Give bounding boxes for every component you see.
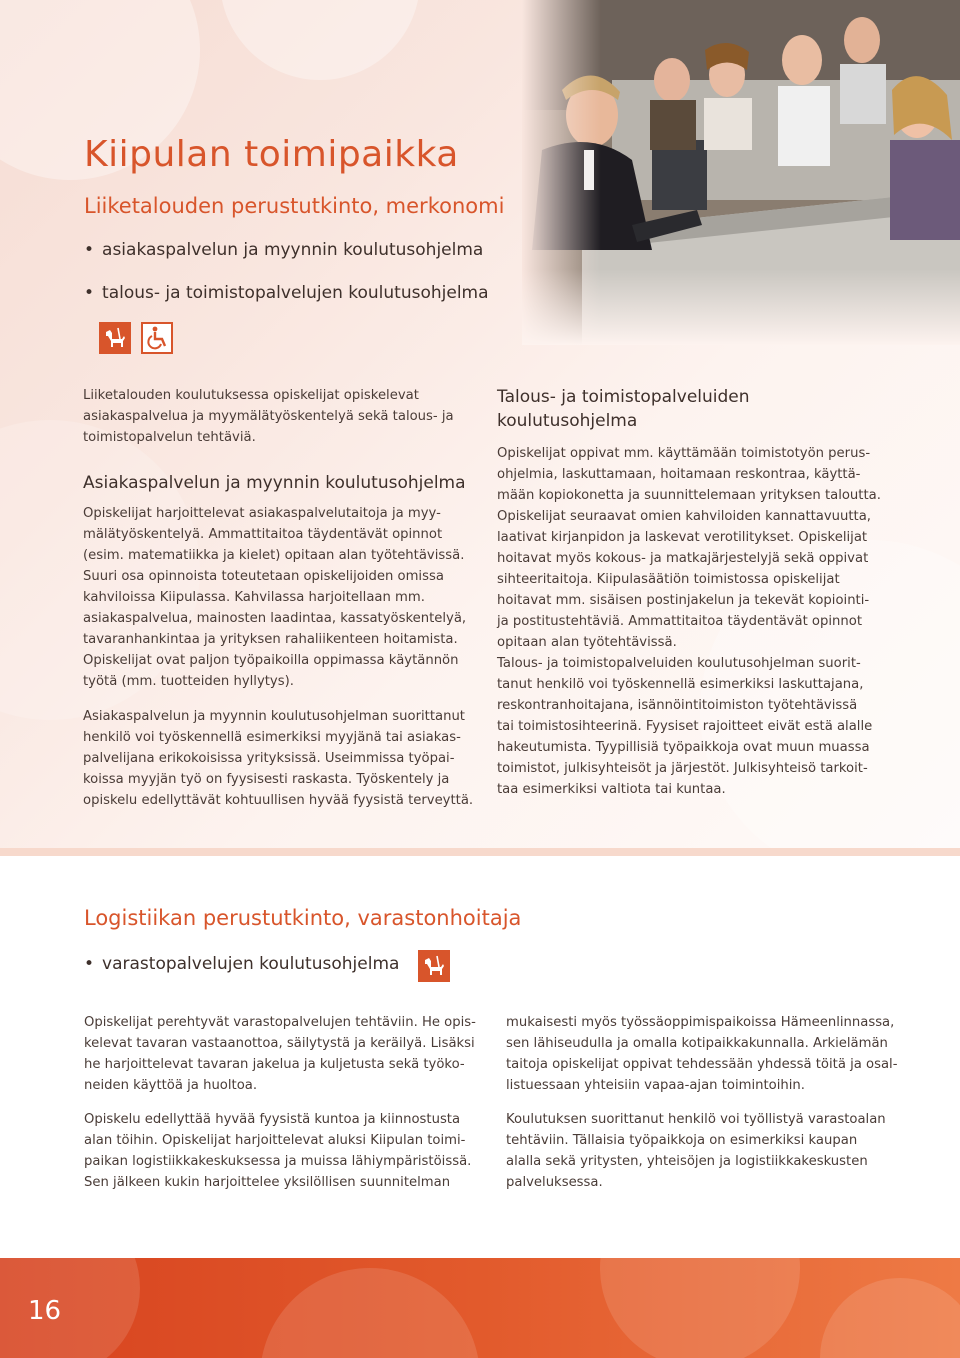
wheelchair-icon: [141, 322, 173, 354]
logistiikka-right-paragraph-2: Koulutuksen suorittanut henkilö voi työllistyä varastoalan tehtäviin. Tällaisia työpaikkoja on esimerkiksi kaupan alalla sekä yritysten, yhteisöjen ja logistiikkakeskusten palveluksessa.: [506, 1112, 886, 1190]
logistiikka-left-paragraph-2: Opiskelu edellyttää hyvää fyysistä kuntoa ja kiinnostusta alan töihin. Opiskelijat harjoittelevat aluksi Kiipulan toimi- paikan logistiikkakeskuksessa ja muissa lähiympäristöissä. Sen jälkeen kukin harjoittelee yksilöllisen suunnitelman: [84, 1112, 472, 1190]
program-bullet-asiakaspalvelu: • asiakaspalvelun ja myynnin koulutusohjelma: [84, 240, 483, 260]
logistiikka-title: Logistiikan perustutkinto, varastonhoitaja: [84, 906, 522, 930]
program-bullet-varasto: • varastopalvelujen koulutusohjelma: [84, 954, 399, 974]
logistiikka-left-paragraph-1: Opiskelijat perehtyvät varastopalvelujen tehtäviin. He opis- kelevat tavaran vastaanottoa, säilytystä ja keräilyä. Lisäksi he harjoittelevat tavaran jakelua ja kuljetusta sekä työko- neiden käyttöä ja huoltoa.: [84, 1015, 476, 1093]
section-divider-band: [0, 848, 960, 856]
degree-subtitle: Liiketalouden perustutkinto, merkonomi: [84, 194, 505, 218]
guide-dog-icon: [99, 322, 131, 354]
logistiikka-right-paragraph-1: mukaisesti myös työssäoppimispaikoissa Hämeenlinnassa, sen lähiseudulla ja omalla kotipaikkakunnalla. Arkielämän taitoja opiskelijat oppivat tehdessään yhdessä töitä ja osal- listuessaan yhteisiin vapaa-ajan toimintoihin.: [506, 1015, 898, 1093]
asiakaspalvelu-paragraph-1: Opiskelijat harjoittelevat asiakaspalvelutaitoja ja myy- mälätyöskentelyä. Ammattitaitoa täydentävät opinnot (esim. matematiikka ja kielet) opitaan alan työtehtävissä. Suuri osa opinnoista toteutetaan opiskelijoiden omissa kahviloissa Kiipulassa. Kahvilassa harjoitellaan mm. asiakaspalvelua, mainosten laadintaa, kassatyöskentelyä, tavaranhankintaa ja yrityksen rahaliikenteen hoitamista. Opiskelijat ovat paljon työpaikoilla oppimassa käytännön työtä (mm. tuotteiden hyllytys).: [83, 506, 467, 689]
footer-band: [0, 1258, 960, 1358]
guide-dog-icon: [418, 950, 450, 982]
page-number: 16: [28, 1296, 62, 1326]
asiakaspalvelu-paragraph-2: Asiakaspalvelun ja myynnin koulutusohjelman suorittanut henkilö voi työskennellä esimerkiksi myyjänä tai asiakas- palvelijana erikokoisissa yrityksissä. Useimmissa työpai- koissa myyjän työ on fyysisesti raskasta. Työskentely ja opiskelu edellyttävät kohtuullisen hyvää fyysistä terveyttä.: [83, 709, 474, 808]
asiakaspalvelu-heading: Asiakaspalvelun ja myynnin koulutusohjelma: [83, 473, 466, 493]
page-title: Kiipulan toimipaikka: [84, 134, 459, 175]
talous-paragraph: Opiskelijat oppivat mm. käyttämään toimistotyön perus- ohjelmia, laskuttamaan, hoitamaan reskontraa, käyttä- mään kopiokonetta ja suunnittelemaan yrityksen taloutta. Opiskelijat seuraavat omien kahviloiden kannattavuutta, laativat kirjanpidon ja laskevat verotilitykset. Opiskelijat hoitavat myös kokous- ja matkajärjestelyjä sekä oppivat sihteeritaitoja. Kiipulasäätiön toimistossa opiskelijat hoitavat mm. sisäisen postinjakelun ja tekevät kopiointi- ja postitustehtäviä. Ammattitaitoa täydentävät opinnot opitaan alan työtehtävissä. Talous- ja toimistopalveluiden koulutusohjelman suorit- tanut henkilö voi työskennellä esimerkiksi laskuttajana, reskontranhoitajana, isännöintitoimiston työtehtävissä tai toimistosihteerinä. Fyysiset rajoitteet eivät estä alalle hakeutumista. Tyypillisiä työpaikkoja ovat muun muassa toimistot, julkisyhteisöt ja järjestöt. Julkisyhteisö tarkoit- taa esimerkiksi valtiota tai kuntaa.: [497, 446, 881, 797]
talous-heading: Talous- ja toimistopalveluiden koulutusohjelma: [497, 387, 750, 431]
intro-paragraph: Liiketalouden koulutuksessa opiskelijat opiskelevat asiakaspalvelua ja myymälätyöskentelyä sekä talous- ja toimistopalvelun tehtäviä.: [83, 388, 454, 445]
classroom-photo: [522, 0, 960, 345]
program-bullet-talous: • talous- ja toimistopalvelujen koulutusohjelma: [84, 283, 489, 303]
